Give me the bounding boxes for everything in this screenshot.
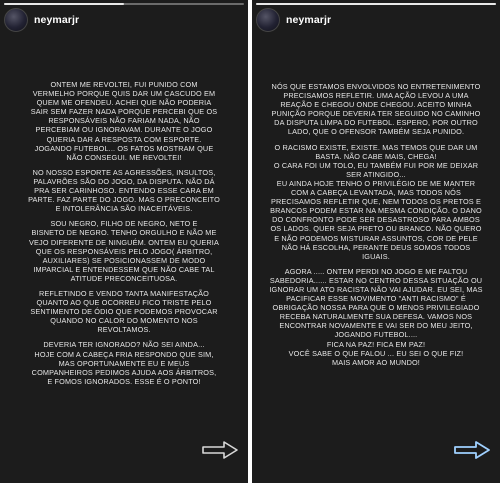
story-line: DO CONFRONTO PODE SER DESASTROSO PARA AMBOS	[272, 215, 480, 225]
story-line: RESPONSÁVEIS NÃO FARIAM NADA, NÃO	[48, 116, 200, 126]
story-line: IMPARCIAL E ENTENDESSEM QUE NÃO CABE TAL	[33, 264, 215, 274]
story-line: HOJE COM A CABEÇA FRIA RESPONDO QUE SIM,	[34, 349, 214, 359]
username[interactable]: neymarjr	[34, 14, 80, 26]
story-line: BASTA. NÃO CABE MAIS, CHEGA!	[315, 151, 437, 161]
story-header[interactable]	[256, 8, 331, 32]
story-line: NÃO HÁ ESCOLHA, PERANTE DEUS SOMOS TODOS	[281, 242, 471, 252]
story-line: DA DISPUTA LIMPA DO FUTEBOL. ESPERO, POR OUTRO	[274, 118, 478, 128]
story-line: QUANTO AO QUE OCORREU FICO TRISTE PELO	[36, 298, 212, 308]
story-header[interactable]	[4, 8, 79, 32]
story-progress-fill	[256, 3, 496, 5]
story-line: SOU NEGRO, FILHO DE NEGRO, NETO E	[50, 219, 198, 229]
story-line: COM A CABEÇA LEVANTADA, MAS TODOS NÓS	[290, 188, 462, 198]
story-line: VOCÊ SABE O QUE FALOU ... EU SEI O QUE FIZ!	[288, 348, 464, 358]
story-paragraph	[8, 340, 240, 385]
story-line: OS LADOS. QUER SEJA PRETO OU BRANCO. NÃO QUERO	[270, 224, 482, 234]
story-paragraph	[260, 82, 492, 137]
story-line: EU AINDA HOJE TENHO O PRIVILÉGIO DE ME MANTER	[276, 178, 476, 188]
story-line: REVOLTAMOS.	[97, 325, 151, 335]
story-line: IGNORAR UM ATO RACISTA NÃO VAI AJUDAR. EU SEI, MAS	[269, 284, 483, 294]
story-line: PALAVRÕES SÃO DO JOGO, DA DISPUTA. NÃO DÁ	[33, 176, 215, 186]
story-line: SENTIMENTO DE ÓDIO QUE PODEMOS PROVOCAR	[30, 307, 218, 317]
story-paragraph	[8, 80, 240, 162]
story-line: QUEM ME OFENDEU. ACHEI QUE NÃO PODERIA	[36, 98, 212, 108]
story-line: E INTOLERÂNCIA SÃO INACEITÁVEIS.	[55, 204, 193, 214]
story-paragraph	[8, 289, 240, 334]
story-paragraph	[8, 168, 240, 213]
story-line: DEVERIA TER IGNORADO? NÃO SEI AINDA...	[43, 340, 205, 350]
story-line: VEJO DIFERENTE DE NINGUÉM. ONTEM EU QUERIA	[29, 237, 219, 247]
avatar[interactable]	[256, 8, 280, 32]
story-line: QUANDO NO CALOR DO MOMENTO NOS	[50, 316, 198, 326]
story-progress-fill	[4, 3, 124, 5]
story-paragraph	[260, 143, 492, 261]
story-line: LADO, QUE O OFENSOR TAMBÉM SEJA PUNIDO.	[287, 127, 465, 137]
story-line: JOGANDO FUTEBOL... OS FATOS MOSTRAM QUE	[34, 143, 214, 153]
story-line: NO NOSSO ESPORTE AS AGRESSÕES, INSULTOS,	[32, 167, 216, 177]
story-line: AGORA ..... ONTEM PERDI NO JOGO E ME FALTOU	[284, 266, 468, 276]
story-line: FICA NA PAZ! FICA EM PAZ!	[326, 339, 426, 349]
story-line: O RACISMO EXISTE, EXISTE. MAS TEMOS QUE DAR UM	[274, 142, 478, 152]
story-line: PRA SER CARINHOSO. ENTENDO ESSE CARA EM	[34, 186, 214, 196]
story-line: VERMELHO PORQUE QUIS DAR UM CASCUDO EM	[32, 89, 216, 99]
story-line: ONTEM ME REVOLTEI, FUI PUNIDO COM	[50, 80, 198, 89]
story-line: MAS OPORTUNAMENTE EU E MEUS	[58, 358, 190, 368]
story-progress-bar	[4, 3, 244, 5]
story-line: SAIR SEM FAZER NADA PORQUE PERCEBI QUE OS	[30, 107, 218, 117]
story-line: ATITUDE PRECONCEITUOSA.	[70, 273, 178, 283]
story-line: QUE OS RESPONSÁVEIS PELO JOGO( ÁRBITRO,	[35, 246, 213, 256]
story-line: PRECISAMOS REFLETIR. UMA AÇÃO LEVOU A UMA	[283, 91, 469, 101]
story-paragraph	[8, 219, 240, 283]
story-line: SER ATINGIDO...	[346, 169, 406, 179]
next-arrow-icon[interactable]	[452, 439, 492, 461]
story-line: QUERIA DAR A RESPOSTA COM ESPORTE.	[46, 134, 202, 144]
story-line: REAÇÃO E CHEGOU ONDE CHEGOU. ACEITO MINHA	[280, 100, 472, 110]
story-line: ENCONTRAR NOVAMENTE E VAI SER DO MEU JEITO,	[279, 321, 473, 331]
story-line: PUNIÇÃO PORQUE DEVERIA TER SEGUIDO NO CAMINHO	[271, 109, 481, 119]
story-text	[260, 82, 492, 373]
story-line: BISNETO DE NEGRO. TENHO ORGULHO E NÃO ME	[31, 228, 217, 238]
story-text	[8, 80, 240, 392]
story-paragraph	[260, 267, 492, 367]
story-line: BRANCOS PODEM ESTAR NA MESMA CONDIÇÃO. O DANO	[270, 206, 482, 216]
story-line: E FOMOS IGNORADOS. ESSE É O PONTO!	[47, 376, 201, 386]
story-line: OBRIGAÇÃO NOSSA PARA QUE O MENOS PRIVILEGIADO	[272, 303, 480, 313]
story-line: E NÃO PODEMOS MISTURAR ASSUNTOS, COR DE PELE	[274, 233, 478, 243]
story-progress-bar	[256, 3, 496, 5]
story-line: COMPANHEIROS PEDIMOS AJUDA AOS ÁRBITROS,	[31, 367, 217, 377]
story-line: PARTE. FAZ PARTE DO JOGO. MAS O PRECONCEITO	[28, 195, 220, 205]
story-line: MAIS AMOR AO MUNDO!	[332, 357, 420, 367]
story-line: PERCEBIAM OU IGNORAVAM. DURANTE O JOGO	[35, 125, 213, 135]
story-line: SABEDORIA...... ESTAR NO CENTRO DESSA SITUAÇÃO OU	[269, 275, 483, 285]
story-line: NÓS QUE ESTAMOS ENVOLVIDOS NO ENTRETENIMENTO	[271, 82, 481, 91]
story-line: RECEBA NATURALMENTE SUA DEFESA. VAMOS NOS	[279, 312, 473, 322]
story-line: PRECISAMOS REFLETIR QUE, NEM TODOS OS PRETOS E	[270, 197, 482, 207]
story-line: IGUAIS.	[362, 251, 390, 261]
story-line: JOGANDO FUTEBOL....	[334, 330, 418, 340]
story-panel-2[interactable]	[252, 0, 500, 483]
next-arrow-icon[interactable]	[200, 439, 240, 461]
avatar[interactable]	[4, 8, 28, 32]
story-line: REFLETINDO E VENDO TANTA MANIFESTAÇÃO	[38, 288, 210, 298]
story-line: AUXILIARES) SE POSICIONASSEM DE MODO	[42, 255, 206, 265]
username[interactable]: neymarjr	[286, 14, 332, 26]
story-line: NÃO CONSEGUI. ME REVOLTEI!	[66, 152, 182, 162]
story-line: PACIFICAR ESSE MOVIMENTO "ANTI RACISMO" É	[286, 294, 466, 304]
story-panel-1[interactable]	[0, 0, 248, 483]
story-line: O CARA FOI UM TOLO, EU TAMBÉM FUI POR ME DEIXAR	[273, 160, 479, 170]
